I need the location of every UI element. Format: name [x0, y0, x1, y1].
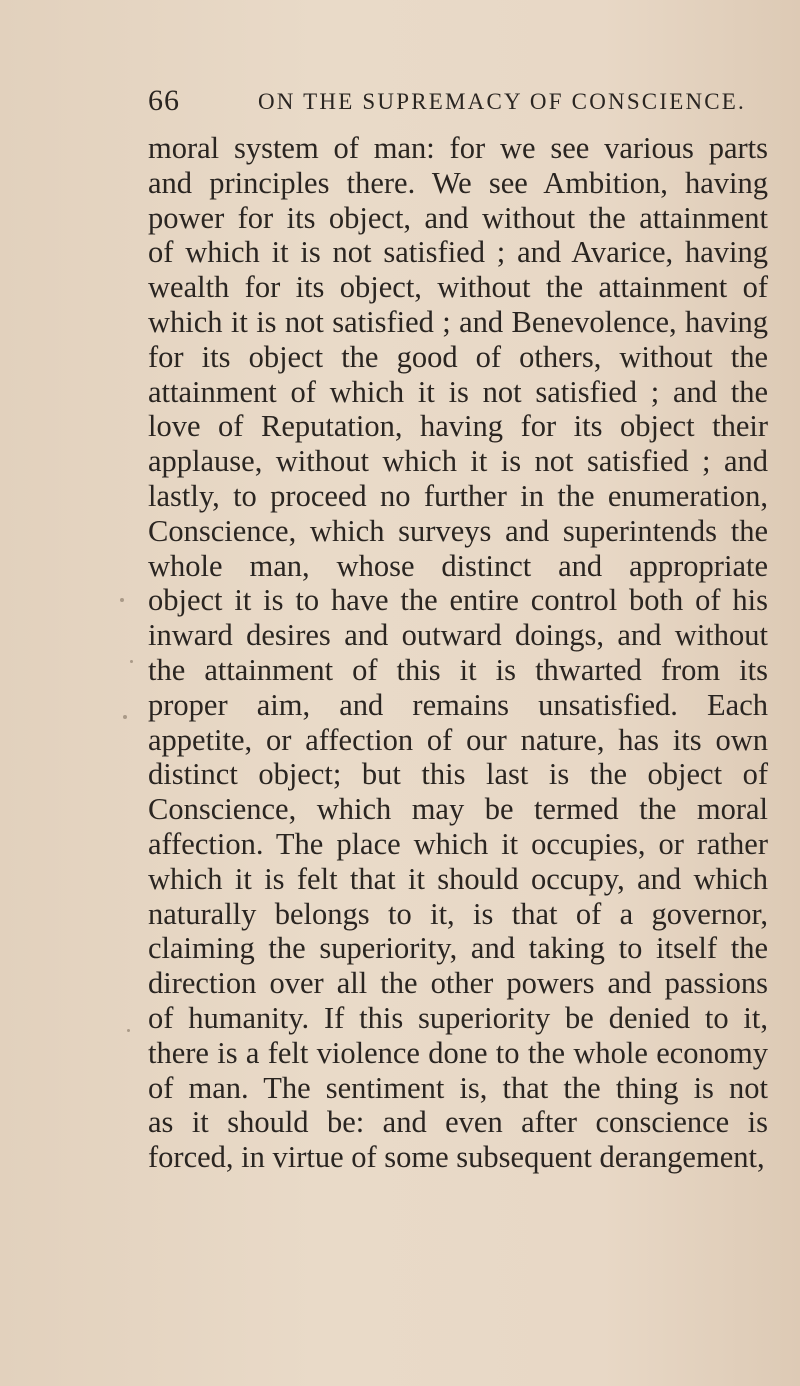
body-text	[148, 131, 768, 1175]
text-line: inward desires and outward doings, and without	[148, 618, 768, 653]
text-line: of man. The sentiment is, that the thing is not	[148, 1070, 768, 1105]
text-line: and principles there. We see Ambition, having	[148, 165, 768, 200]
text-line: of humanity. If this superiority be denied to it,	[148, 1000, 768, 1035]
text-line: naturally belongs to it, is that of a governor,	[148, 896, 768, 931]
text-line: the attainment of this it is thwarted from its	[148, 652, 768, 687]
text-line: whole man, whose distinct and appropriate	[148, 548, 768, 583]
running-title: ON THE SUPREMACY OF CONSCIENCE.	[258, 89, 747, 114]
paper-spot	[127, 1029, 130, 1032]
text-line: attainment of which it is not satisfied ; and the	[148, 374, 768, 409]
text-line: distinct object; but this last is the object of	[148, 757, 768, 792]
text-line: there is a felt violence done to the whole economy	[148, 1035, 768, 1070]
text-line: lastly, to proceed no further in the enumeration,	[148, 478, 768, 513]
text-line: affection. The place which it occupies, or rather	[148, 826, 768, 861]
text-line: love of Reputation, having for its object their	[148, 409, 768, 444]
text-line: claiming the superiority, and taking to itself the	[148, 931, 768, 966]
text-line: for its object the good of others, without the	[148, 339, 768, 374]
text-line: forced, in virtue of some subsequent derangement,	[148, 1140, 765, 1175]
page-number: 66	[148, 84, 180, 117]
page-header	[148, 84, 768, 124]
text-line: Conscience, which may be termed the moral	[148, 792, 768, 827]
text-line: power for its object, and without the attainment	[148, 200, 768, 235]
text-line: direction over all the other powers and passions	[148, 966, 768, 1001]
text-line: moral system of man: for we see various parts	[148, 131, 768, 165]
text-line: wealth for its object, without the attainment of	[148, 270, 768, 305]
text-line: as it should be: and even after conscience is	[148, 1105, 768, 1140]
text-line: proper aim, and remains unsatisfied. Each	[148, 687, 768, 722]
text-line: which it is felt that it should occupy, and which	[148, 861, 768, 896]
text-line: applause, without which it is not satisfied ; and	[148, 444, 768, 479]
text-line: of which it is not satisfied ; and Avarice, having	[148, 235, 768, 270]
text-line: which it is not satisfied ; and Benevolence, having	[148, 304, 768, 339]
text-line: object it is to have the entire control both of his	[148, 583, 768, 618]
paper-spot	[130, 660, 133, 663]
text-line: Conscience, which surveys and superintends the	[148, 513, 768, 548]
paper-spot	[123, 715, 127, 719]
paper-spot	[120, 598, 124, 602]
text-line: appetite, or affection of our nature, has its own	[148, 722, 768, 757]
